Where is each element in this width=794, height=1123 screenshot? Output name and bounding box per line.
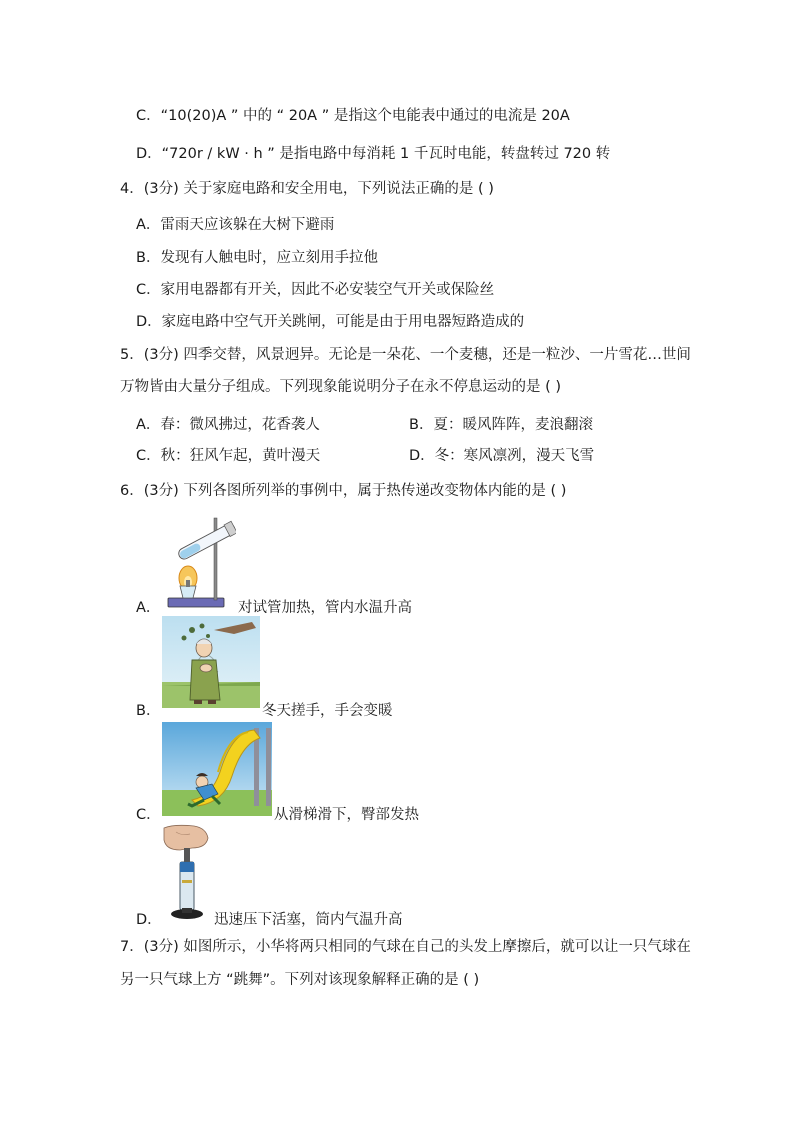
q6-option-b-mark: B． [136,703,161,719]
q5-option-a: A．春：微风拂过，花香袭人 [136,417,320,433]
slide-figure [162,722,272,816]
q4-option-b: B．发现有人触电时，应立刻用手拉他 [136,250,378,266]
q4-option-c: C．家用电器都有开关，因此不必安装空气开关或保险丝 [136,282,495,298]
q5-option-d: D．冬：寒风凛冽，漫天飞雪 [409,448,595,464]
q5-option-b: B．夏：暖风阵阵，麦浪翻滚 [409,417,593,433]
piston-compression-figure [162,824,212,922]
rubbing-hands-figure [162,616,260,708]
q6-option-a-mark: A． [136,600,161,616]
q4-option-d: D．家庭电路中空气开关跳闸，可能是由于用电器短路造成的 [136,314,525,330]
q6-option-b-caption: 冬天搓手，手会变暖 [262,703,393,719]
q6-option-a-caption: 对试管加热，管内水温升高 [238,600,412,616]
q7-stem-line1: 7．(3分) 如图所示，小华将两只相同的气球在自己的头发上摩擦后，就可以让一只气球在 [120,939,691,955]
q4-stem: 4．(3分) 关于家庭电路和安全用电，下列说法正确的是 ( ) [120,181,494,197]
q6-option-d-caption: 迅速压下活塞，筒内气温升高 [214,912,403,928]
q3-option-c: C．“10(20)A ” 中的 “ 20A ” 是指这个电能表中通过的电流是 20A [136,108,570,124]
q5-stem-line1: 5．(3分) 四季交替，风景迥异。无论是一朵花、一个麦穗，还是一粒沙、一片雪花…世间 [120,347,691,363]
test-tube-heating-figure [162,514,236,612]
q5-option-c: C．秋：狂风乍起，黄叶漫天 [136,448,321,464]
q3-option-d: D．“720r / kW · h ” 是指电路中每消耗 1 千瓦时电能，转盘转过 720 转 [136,146,611,162]
q6-option-c-caption: 从滑梯滑下，臀部发热 [274,807,419,823]
q7-stem-line2: 另一只气球上方 “跳舞”。下列对该现象解释正确的是 ( ) [120,972,480,988]
q6-stem: 6．(3分) 下列各图所列举的事例中，属于热传递改变物体内能的是 ( ) [120,483,567,499]
q6-option-d-mark: D． [136,912,162,928]
q4-option-a: A．雷雨天应该躲在大树下避雨 [136,217,335,233]
q5-stem-line2: 万物皆由大量分子组成。下列现象能说明分子在永不停息运动的是 ( ) [120,379,562,395]
q6-option-c-mark: C． [136,807,161,823]
